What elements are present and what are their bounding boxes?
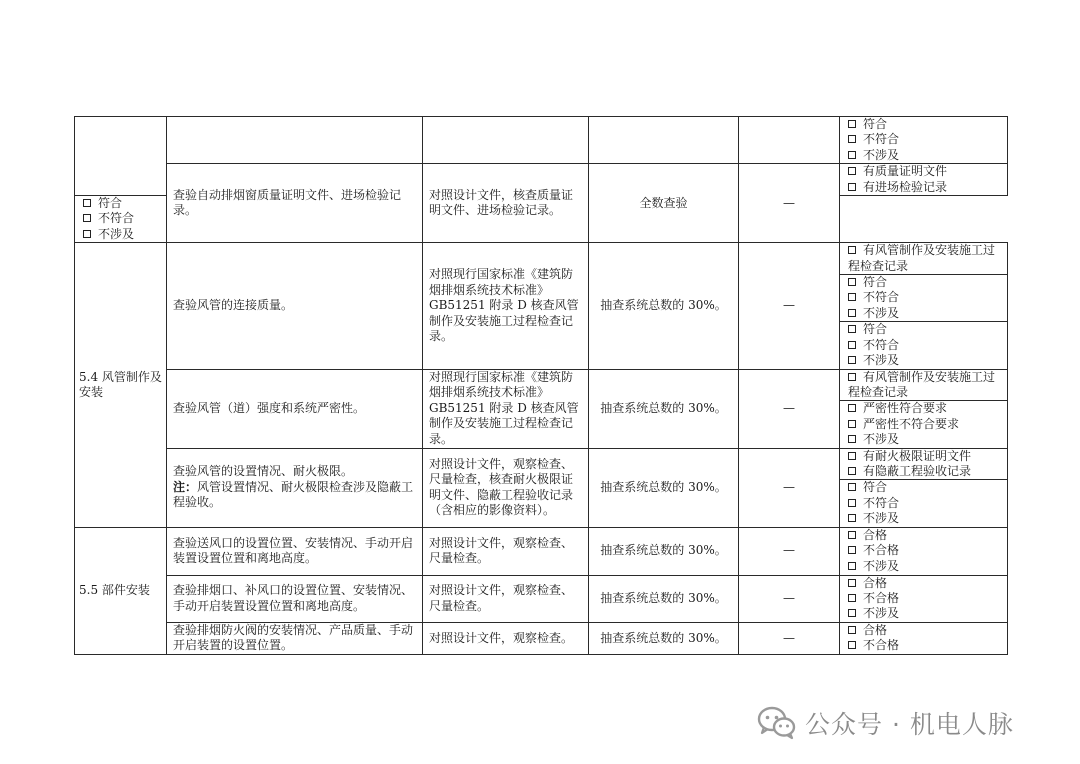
checkbox-icon[interactable] <box>848 167 856 175</box>
checkbox-icon[interactable] <box>848 499 856 507</box>
checkbox-icon[interactable] <box>848 120 856 128</box>
checkbox-icon[interactable] <box>83 214 91 222</box>
checkbox-icon[interactable] <box>848 546 856 554</box>
checkbox-icon[interactable] <box>848 278 856 286</box>
checkbox-option[interactable]: 不符合 <box>848 496 1003 511</box>
approach-cell: 对照设计文件，观察检查、尺量检查。 <box>423 527 589 575</box>
checkbox-option[interactable]: 不合格 <box>848 543 1003 558</box>
section-cell: 5.4 风管制作及安装 <box>75 243 167 527</box>
checkbox-option[interactable]: 有质量证明文件 <box>848 164 1003 179</box>
checkbox-option[interactable]: 符合 <box>83 196 162 211</box>
table-row <box>75 527 1008 575</box>
approach-cell: 对照现行国家标准《建筑防烟排烟系统技术标准》GB51251 附录 D 核查风管制作及安装施工过程检查记录。 <box>423 369 589 448</box>
quantity-cell: 抽查系统总数的 30%。 <box>589 448 739 527</box>
checkbox-option[interactable]: 不涉及 <box>848 559 1003 574</box>
checkbox-icon[interactable] <box>848 562 856 570</box>
watermark <box>757 703 1014 743</box>
result-cell: — <box>739 622 840 654</box>
option-group <box>840 275 1008 322</box>
option-group <box>840 622 1008 654</box>
checkbox-icon[interactable] <box>848 151 856 159</box>
checkbox-icon[interactable] <box>848 404 856 412</box>
approach-cell: 对照设计文件，观察检查、尺量检查，核查耐火极限证明文件、隐蔽工程验收记录（含相应的影像资料）。 <box>423 448 589 527</box>
inspection-table <box>74 116 1008 655</box>
checkbox-icon[interactable] <box>848 341 856 349</box>
method-cell: 查验自动排烟窗质量证明文件、进场检验记录。 <box>167 164 423 243</box>
wechat-icon <box>757 706 797 740</box>
checkbox-option[interactable]: 不涉及 <box>848 606 1003 621</box>
method-cell: 查验排烟防火阀的安装情况、产品质量、手动开启装置的设置位置。 <box>167 622 423 654</box>
checkbox-option[interactable]: 不涉及 <box>848 148 1003 163</box>
quantity-cell: 抽查系统总数的 30%。 <box>589 369 739 448</box>
option-group <box>840 575 1008 622</box>
option-group <box>840 448 1008 480</box>
checkbox-icon[interactable] <box>848 641 856 649</box>
section-cell <box>75 117 167 196</box>
checkbox-option[interactable]: 不符合 <box>848 132 1003 147</box>
checkbox-icon[interactable] <box>848 609 856 617</box>
checkbox-icon[interactable] <box>848 467 856 475</box>
option-group <box>840 322 1008 369</box>
checkbox-icon[interactable] <box>848 325 856 333</box>
checkbox-icon[interactable] <box>848 435 856 443</box>
watermark-text: 公众号 · 机电人脉 <box>805 710 1014 739</box>
checkbox-option[interactable]: 符合 <box>848 117 1003 132</box>
checkbox-option[interactable]: 有隐蔽工程验收记录 <box>848 464 1003 479</box>
checkbox-icon[interactable] <box>848 594 856 602</box>
result-cell: — <box>739 527 840 575</box>
checkbox-option[interactable]: 严密性符合要求 <box>848 401 1003 416</box>
checkbox-icon[interactable] <box>83 230 91 238</box>
checkbox-option[interactable]: 有进场检验记录 <box>848 180 1003 195</box>
option-group <box>840 243 1008 275</box>
method-cell: 查验排烟口、补风口的设置位置、安装情况、手动开启装置设置位置和离地高度。 <box>167 575 423 622</box>
table-row <box>75 117 1008 164</box>
checkbox-icon[interactable] <box>848 420 856 428</box>
approach-cell: 对照设计文件，观察检查、尺量检查。 <box>423 575 589 622</box>
approach-cell: 对照设计文件，核查质量证明文件、进场检验记录。 <box>423 164 589 243</box>
checkbox-option[interactable]: 不涉及 <box>848 353 1003 368</box>
checkbox-icon[interactable] <box>848 626 856 634</box>
checkbox-option[interactable]: 不涉及 <box>848 511 1003 526</box>
option-group <box>840 369 1008 401</box>
checkbox-option[interactable]: 不涉及 <box>83 227 162 242</box>
checkbox-option[interactable]: 有风管制作及安装施工过程检查记录 <box>848 369 996 399</box>
section-cell: 5.5 部件安装 <box>75 527 167 654</box>
option-group <box>840 401 1008 448</box>
approach-cell: 对照设计文件，观察检查。 <box>423 622 589 654</box>
checkbox-option[interactable]: 严密性不符合要求 <box>848 417 1003 432</box>
checkbox-option[interactable]: 合格 <box>848 576 1003 591</box>
checkbox-icon[interactable] <box>848 531 856 539</box>
checkbox-option[interactable]: 合格 <box>848 528 1003 543</box>
table-row <box>75 448 1008 480</box>
table-row <box>75 575 1008 622</box>
method-cell: 查验风管的连接质量。 <box>167 243 423 369</box>
checkbox-option[interactable]: 符合 <box>848 480 1003 495</box>
option-group <box>840 480 1008 527</box>
approach-cell: 对照现行国家标准《建筑防烟排烟系统技术标准》GB51251 附录 D 核查风管制作及安装施工过程检查记录。 <box>423 243 589 369</box>
method-cell: 查验风管的设置情况、耐火极限。 注：风管设置情况、耐火极限检查涉及隐蔽工程验收。 <box>167 448 423 527</box>
checkbox-icon[interactable] <box>848 483 856 491</box>
method-cell <box>167 117 423 164</box>
table-row <box>75 164 1008 196</box>
checkbox-icon[interactable] <box>848 293 856 301</box>
checkbox-icon[interactable] <box>848 514 856 522</box>
option-group <box>840 527 1008 575</box>
checkbox-option[interactable]: 合格 <box>848 623 1003 638</box>
checkbox-icon[interactable] <box>83 199 91 207</box>
option-group <box>75 196 167 243</box>
checkbox-icon[interactable] <box>848 356 856 364</box>
checkbox-option[interactable]: 有耐火极限证明文件 <box>848 449 1003 464</box>
checkbox-option[interactable]: 不合格 <box>848 638 1003 653</box>
quantity-cell: 抽查系统总数的 30%。 <box>589 622 739 654</box>
quantity-cell: 抽查系统总数的 30%。 <box>589 575 739 622</box>
table-row <box>75 622 1008 654</box>
checkbox-icon[interactable] <box>848 246 856 254</box>
option-group <box>840 117 1008 164</box>
checkbox-icon[interactable] <box>848 579 856 587</box>
option-group <box>840 164 1008 196</box>
quantity-cell: 全数查验 <box>589 164 739 243</box>
result-cell: — <box>739 164 840 243</box>
quantity-cell <box>589 117 739 164</box>
result-cell <box>739 117 840 164</box>
checkbox-option[interactable]: 符合 <box>848 322 1003 337</box>
result-cell: — <box>739 448 840 527</box>
note: 注：风管设置情况、耐火极限检查涉及隐蔽工程验收。 <box>173 479 414 510</box>
checkbox-option[interactable]: 不合格 <box>848 591 1003 606</box>
method-cell: 查验送风口的设置位置、安装情况、手动开启装置设置位置和离地高度。 <box>167 527 423 575</box>
result-cell: — <box>739 243 840 369</box>
checkbox-icon[interactable] <box>848 309 856 317</box>
checkbox-option[interactable]: 不涉及 <box>848 306 1003 321</box>
result-cell: — <box>739 575 840 622</box>
checkbox-option[interactable]: 有风管制作及安装施工过程检查记录 <box>848 243 996 273</box>
checkbox-icon[interactable] <box>848 183 856 191</box>
result-cell: — <box>739 369 840 448</box>
quantity-cell: 抽查系统总数的 30%。 <box>589 243 739 369</box>
checkbox-option[interactable]: 符合 <box>848 275 1003 290</box>
checkbox-icon[interactable] <box>848 135 856 143</box>
checkbox-option[interactable]: 不涉及 <box>848 432 1003 447</box>
approach-cell <box>423 117 589 164</box>
table-row <box>75 369 1008 401</box>
checkbox-option[interactable]: 不符合 <box>83 211 162 226</box>
table-row <box>75 243 1008 275</box>
checkbox-icon[interactable] <box>848 452 856 460</box>
checkbox-option[interactable]: 不符合 <box>848 338 1003 353</box>
checkbox-icon[interactable] <box>848 373 856 381</box>
method-cell: 查验风管（道）强度和系统严密性。 <box>167 369 423 448</box>
quantity-cell: 抽查系统总数的 30%。 <box>589 527 739 575</box>
checkbox-option[interactable]: 不符合 <box>848 290 1003 305</box>
